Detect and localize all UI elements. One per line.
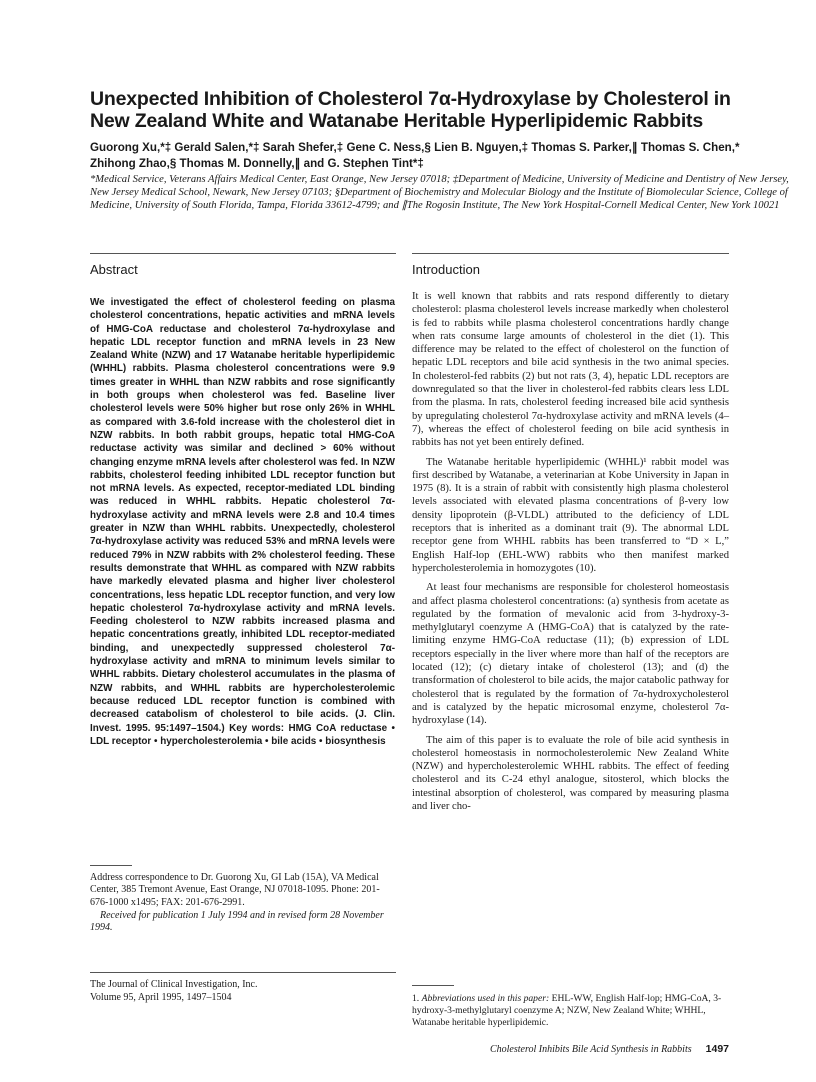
correspondence-note: [90, 872, 395, 934]
author-list: Guorong Xu,*‡ Gerald Salen,*‡ Sarah Shefer,‡ Gene C. Ness,§ Lien B. Nguyen,‡ Thomas S. Parker,∥ Thomas S. Chen,* Zhihong Zhao,§ Thomas M. Donnelly,∥ and G. Stephen Tint*‡: [90, 141, 740, 170]
intro-paragraph: The Watanabe heritable hyperlipidemic (WHHL)¹ rabbit model was first described by Watanabe, a veterinarian at Kobe University in Japan in 1975 (8). It is a strain of rabbit with consistently high plasma cholesterol levels associated with elevated plasma concentrations of β-very low density lipoprotein (β-VLDL) attributed to the deficiency of LDL receptors that is inherited as a dominant trait (9). The abnormal LDL receptor gene from WHHL rabbits has been transferred to “D × L,” English Half-lop (EHL-WW) rabbits who then manifest marked hypercholesterolemia in homozygotes (10).: [412, 456, 729, 574]
page-number: 1497: [705, 1043, 729, 1055]
running-footer: [412, 1043, 729, 1055]
correspondence-rule: [90, 865, 132, 866]
footnote: [412, 993, 729, 1029]
running-title: Cholesterol Inhibits Bile Acid Synthesis in Rabbits: [489, 1044, 692, 1055]
abstract-heading: Abstract: [90, 262, 138, 277]
affiliations: *Medical Service, Veterans Affairs Medical Center, East Orange, New Jersey 07018; ‡Department of Medicine, University of Medicine and Dentistry of New Jersey, New Jersey Medical School, Newark, New Jersey 07103; §Department of Biochemistry and Molecular Biology and the Institute of Biomolecular Science, College of Medicine, University of South Florida, Tampa, Florida 33612-4799; and ∥The Rogosin Institute, The New York Hospital-Cornell Medical Center, New York 10021: [90, 174, 789, 212]
journal-volume: Volume 95, April 1995, 1497–1504: [90, 991, 232, 1003]
footnote-text: EHL-WW, English Half-lop; HMG-CoA, 3-hydroxy-3-methylglutaryl coenzyme A; NZW, New Zealand White; WHHL, Watanabe heritable hyperlipidemic.: [412, 993, 722, 1028]
intro-paragraph: It is well known that rabbits and rats respond differently to dietary cholesterol: plasma cholesterol levels increase markedly when cholesterol is fed to rabbits while plasma cholesterol concentrations hardly change when rats consume large amounts of cholesterol in the diet (1). This difference may be related to the effect of cholesterol on the function of hepatic LDL receptors and bile acid synthesis in the two animal species. In cholesterol-fed rabbits (2) but not rats (3, 4), hepatic LDL receptors are downregulated so that the liver in cholesterol-fed rabbits clears less LDL from the plasma. In rats, cholesterol feeding increased bile acid synthesis by upregulating cholesterol 7α-hydroxylase activity and mRNA levels (4–7), whereas the effect of cholesterol feeding on bile acid synthesis in rabbits has not yet been entirely defined.: [412, 291, 729, 449]
intro-paragraph: The aim of this paper is to evaluate the role of bile acid synthesis in cholesterol homeostasis in normocholesterolemic New Zealand White (NZW) and hypercholesterolemic WHHL rabbits. The effect of feeding cholesterol and its C-24 ethyl analogue, sitosterol, which blocks the intestinal absorption of cholesterol, was compared by measuring plasma and liver cho-: [412, 734, 729, 812]
introduction-body: [412, 290, 729, 819]
correspondence-address: Address correspondence to Dr. Guorong Xu, GI Lab (15A), VA Medical Center, 385 Tremont Avenue, East Orange, NJ 07018-1095. Phone: 201-676-1000 x1495; FAX: 201-676-2991.: [90, 872, 380, 908]
received-date: Received for publication 1 July 1994 and in revised form 28 November 1994.: [90, 909, 384, 934]
article-title: Unexpected Inhibition of Cholesterol 7α-Hydroxylase by Cholesterol in New Zealand White and Watanabe Heritable Hyperlipidemic Rabbits: [90, 88, 731, 132]
abstract-text: We investigated the effect of cholesterol feeding on plasma cholesterol concentrations, hepatic activities and mRNA levels of HMG-CoA reductase and cholesterol 7α-hydroxylase and hepatic LDL receptor function and mRNA levels in 23 New Zealand White (NZW) and 17 Watanabe heritable hyperlipidemic (WHHL) rabbits. Plasma cholesterol concentrations were 9.9 times greater in WHHL than NZW rabbits and rose significantly in both groups when cholesterol was fed. Baseline liver cholesterol levels were 50% higher but rose only 26% in WHHL as compared with 3.6-fold increase with the cholesterol diet in NZW rabbits. In both rabbit groups, hepatic total HMG-CoA reductase activity was similar and declined > 60% without changing enzyme mRNA levels after cholesterol was fed. In NZW rabbits, cholesterol feeding inhibited LDL receptor function but not mRNA levels. As expected, receptor-mediated LDL binding was reduced in WHHL rabbits. Hepatic cholesterol 7α-hydroxylase activity and mRNA levels were 2.8 and 10.4 times greater in NZW than WHHL rabbits. Unexpectedly, cholesterol 7α-hydroxylase activity was reduced 53% and mRNA levels were reduced 79% in NZW rabbits with 2% cholesterol feeding. These results demonstrate that WHHL as compared with NZW rabbits have markedly elevated plasma and higher liver cholesterol concentrations, less hepatic LDL receptor function, and very low hepatic cholesterol 7α-hydroxylase activity and mRNA levels. Feeding cholesterol to NZW rabbits increased plasma and hepatic concentrations greatly, inhibited LDL receptor-mediated binding, and unexpectedly suppressed cholesterol 7α-hydroxylase activity and mRNA to minimum levels similar to WHHL rabbits. Dietary cholesterol accumulates in the plasma of NZW rabbits, and WHHL rabbits are hypercholesterolemic because reduced LDL receptor function is combined with decreased catabolism of cholesterol to bile acids. (J. Clin. Invest. 1995. 95:1497–1504.) Key words: HMG CoA reductase • LDL receptor • hypercholesterolemia • bile acids • biosynthesis: [90, 297, 395, 747]
introduction-heading: Introduction: [412, 262, 480, 277]
intro-paragraph: At least four mechanisms are responsible for cholesterol homeostasis and affect plasma cholesterol concentrations: (a) synthesis from acetate as regulated by the formation of mevalonic acid from 3-hydroxy-3-methylglutaryl coenzyme A (HMG-CoA) that is catalyzed by the rate-limiting enzyme HMG-CoA reductase (11); (b) expression of LDL receptors especially in the liver where more than half of the receptors are located (12); (c) dietary intake of cholesterol (13); and (d) the transformation of cholesterol to bile acids, the major catabolic pathway for cholesterol that is regulated by the formation of 7α-hydroxycholesterol and is catalyzed by the hepatic microsomal enzyme, cholesterol 7α-hydroxylase (14).: [412, 582, 729, 727]
footnote-marker: 1.: [412, 993, 420, 1004]
journal-info: [90, 979, 395, 1004]
journal-rule: [90, 972, 396, 973]
footnote-label: Abbreviations used in this paper:: [421, 993, 550, 1004]
journal-name: The Journal of Clinical Investigation, Inc.: [90, 979, 258, 990]
header-rule-right: [412, 253, 729, 254]
header-rule-left: [90, 253, 396, 254]
footnote-rule: [412, 985, 454, 986]
